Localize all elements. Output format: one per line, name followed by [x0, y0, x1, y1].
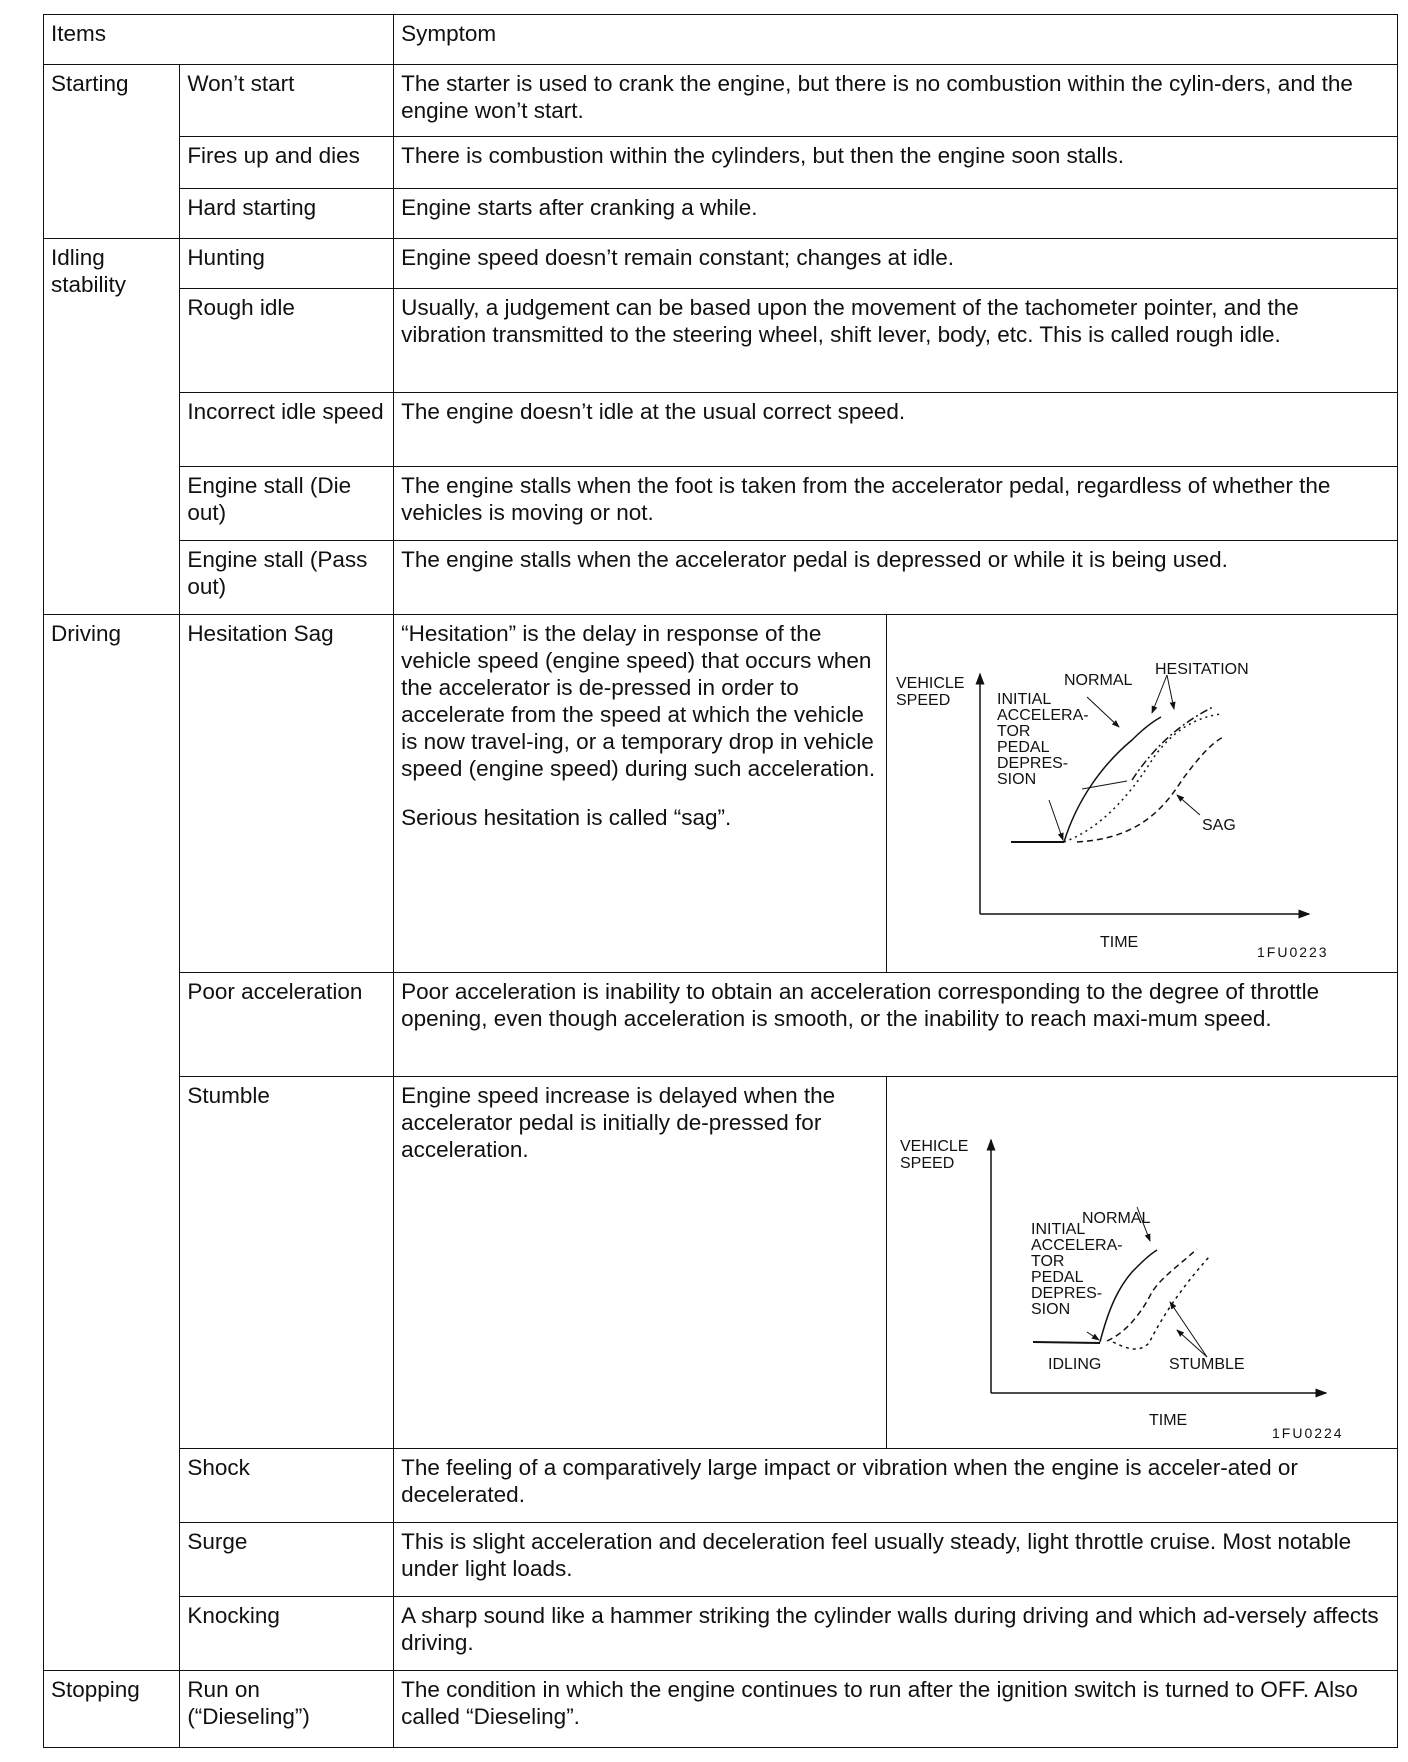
- item-cell: Knocking: [180, 1597, 394, 1671]
- hesitation-figure: [886, 615, 1397, 973]
- group-stopping: Stopping: [44, 1671, 180, 1748]
- table-row: [44, 615, 1398, 973]
- initial-label: SION: [996, 771, 1036, 788]
- initial-label: TOR: [1030, 1253, 1065, 1270]
- x-label: TIME: [1148, 1412, 1187, 1429]
- table-row: [44, 1449, 1398, 1523]
- symptom-cell: The feeling of a comparatively large impact or vibration when the engine is acceler-ated or decelerated.: [394, 1449, 1398, 1523]
- item-cell: Won’t start: [180, 65, 394, 137]
- item-cell: Hesitation Sag: [180, 615, 394, 973]
- table-row: [44, 65, 1398, 137]
- figure-code: 1FU0224: [1271, 1425, 1344, 1441]
- initial-label: TOR: [996, 723, 1031, 740]
- table-row: [44, 189, 1398, 239]
- symptom-cell: The starter is used to crank the engine, but there is no combustion within the cylin-ders, and the engine won’t start.: [394, 65, 1398, 137]
- normal-label: NORMAL: [1081, 1210, 1151, 1227]
- item-cell: Shock: [180, 1449, 394, 1523]
- item-cell: Fires up and dies: [180, 137, 394, 189]
- item-cell: Run on (“Dieseling”): [180, 1671, 394, 1748]
- symptom-cell: There is combustion within the cylinders, but then the engine soon stalls.: [394, 137, 1398, 189]
- normal-label: NORMAL: [1063, 672, 1133, 689]
- table-row: [44, 541, 1398, 615]
- hesitation-curve-2: [1132, 707, 1213, 780]
- initial-label: DEPRES-: [996, 755, 1068, 772]
- symptom-cell: A sharp sound like a hammer striking the cylinder walls during driving and which ad-versely affects driving.: [394, 1597, 1398, 1671]
- normal-curve: [1064, 717, 1161, 842]
- item-cell: Poor acceleration: [180, 973, 394, 1077]
- initial-label: DEPRES-: [1030, 1285, 1102, 1302]
- y-label: VEHICLE: [895, 675, 965, 692]
- table-row: [44, 137, 1398, 189]
- item-cell: Incorrect idle speed: [180, 393, 394, 467]
- symptom-cell: Engine speed increase is delayed when the accelerator pedal is initially de-pressed for acceleration.: [394, 1077, 887, 1449]
- hesitation-diagram: [887, 615, 1382, 973]
- initial-label: INITIAL: [996, 691, 1051, 708]
- symptom-cell: Engine speed doesn’t remain constant; changes at idle.: [394, 239, 1398, 289]
- initial-label: PEDAL: [1030, 1269, 1084, 1286]
- y-label: SPEED: [899, 1155, 954, 1172]
- header-items: Items: [44, 15, 394, 65]
- sag-label: SAG: [1201, 817, 1236, 834]
- hesitation-curve: [1064, 714, 1221, 842]
- initial-label: INITIAL: [1030, 1221, 1085, 1238]
- table-row: [44, 393, 1398, 467]
- table-row: [44, 973, 1398, 1077]
- symptom-cell: Poor acceleration is inability to obtain an acceleration corresponding to the degree of throttle opening, even though acceleration is smooth, or the inability to reach maxi-mum speed.: [394, 973, 1398, 1077]
- item-cell: Hunting: [180, 239, 394, 289]
- header-symptom: Symptom: [394, 15, 1398, 65]
- symptom-text-2: Serious hesitation is called “sag”.: [401, 805, 732, 830]
- item-cell: Engine stall (Die out): [180, 467, 394, 541]
- item-cell: Engine stall (Pass out): [180, 541, 394, 615]
- group-starting: Starting: [44, 65, 180, 239]
- stumble-label: STUMBLE: [1168, 1356, 1245, 1373]
- stumble-figure: [886, 1077, 1397, 1449]
- normal-curve: [1100, 1250, 1157, 1342]
- table-row: [44, 1077, 1398, 1449]
- group-idling: Idling stability: [44, 239, 180, 615]
- header-row: [44, 15, 1398, 65]
- stumble-diagram: [887, 1077, 1382, 1449]
- item-cell: Hard starting: [180, 189, 394, 239]
- symptom-cell: The condition in which the engine continues to run after the ignition switch is turned to OFF. Also called “Dieseling”.: [394, 1671, 1398, 1748]
- figure-code: 1FU0223: [1256, 944, 1329, 960]
- initial-label: ACCELERA-: [1030, 1237, 1123, 1254]
- idling-label: IDLING: [1047, 1356, 1102, 1373]
- item-cell: Rough idle: [180, 289, 394, 393]
- symptom-cell: Usually, a judgement can be based upon the movement of the tachometer pointer, and the vibration transmitted to the steering wheel, shift lever, body, etc. This is called rough idle.: [394, 289, 1398, 393]
- idle-line: [1033, 1342, 1100, 1343]
- symptom-cell: Engine starts after cranking a while.: [394, 189, 1398, 239]
- initial-label: PEDAL: [996, 739, 1050, 756]
- table-row: [44, 289, 1398, 393]
- symptom-cell: The engine stalls when the foot is taken from the accelerator pedal, regardless of whether the vehicles is moving or not.: [394, 467, 1398, 541]
- y-label: VEHICLE: [899, 1138, 969, 1155]
- symptom-cell: The engine doesn’t idle at the usual correct speed.: [394, 393, 1398, 467]
- item-cell: Stumble: [180, 1077, 394, 1449]
- item-cell: Surge: [180, 1523, 394, 1597]
- table-row: [44, 467, 1398, 541]
- table-row: [44, 239, 1398, 289]
- symptom-table: [43, 14, 1398, 1748]
- group-driving: Driving: [44, 615, 180, 1671]
- table-row: [44, 1671, 1398, 1748]
- y-label: SPEED: [895, 692, 950, 709]
- symptom-cell: The engine stalls when the accelerator pedal is depressed or while it is being used.: [394, 541, 1398, 615]
- symptom-text: “Hesitation” is the delay in response of the vehicle speed (engine speed) that occurs when the accelerator is de-pressed in order to accelerate from the speed at which the vehicle is now travel-ing, or a temporary drop in vehicle speed (engine speed) during such acceleration.: [401, 621, 876, 781]
- table-row: [44, 1523, 1398, 1597]
- symptom-cell: [394, 615, 887, 973]
- symptom-cell: This is slight acceleration and deceleration feel usually steady, light throttle cruise. Most notable under light loads.: [394, 1523, 1398, 1597]
- stumble-curve-2: [1113, 1257, 1209, 1349]
- hesitation-label: HESITATION: [1154, 661, 1249, 678]
- x-label: TIME: [1099, 934, 1138, 951]
- table-row: [44, 1597, 1398, 1671]
- initial-label: ACCELERA-: [996, 707, 1089, 724]
- stumble-curve: [1107, 1249, 1197, 1341]
- initial-label: SION: [1030, 1301, 1070, 1318]
